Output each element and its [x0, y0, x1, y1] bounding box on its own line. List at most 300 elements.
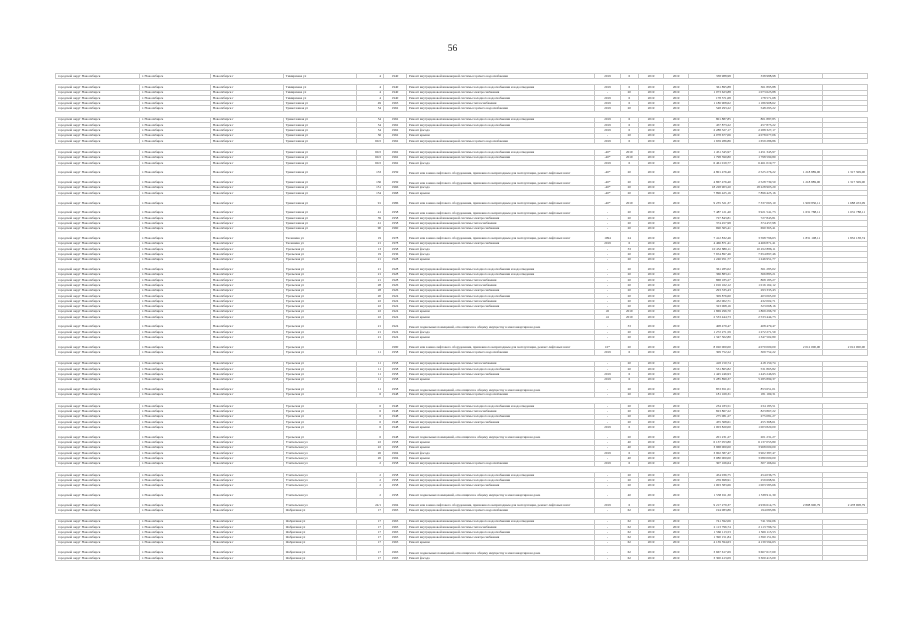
cell-y1: 2019 — [639, 257, 664, 262]
cell-y1: 2019 — [639, 340, 664, 350]
cell-loc: г. Новосибирск — [139, 472, 210, 477]
cell-y1: 2019 — [639, 508, 664, 513]
cell-s2: 690 365,41 — [733, 226, 778, 231]
cell-y1: 2019 — [639, 241, 664, 246]
cell-y1: 2019 — [639, 456, 664, 461]
cell-yr: 1948 — [384, 404, 407, 409]
cell-str: Уральская ул — [283, 335, 356, 340]
cell-wy: - — [595, 440, 620, 445]
cell-work: Ремонт внутридомовой инженерной системы электроснабжения — [406, 372, 595, 377]
cell-s2: 4 139 594,63 — [733, 540, 778, 545]
cell-dst: Новосибирск г — [210, 519, 283, 524]
cell-y1: 2019 — [639, 461, 664, 466]
cell-work: Ремонт подвальных помещений, относящихся к общему имуществу в многоквартирном доме — [406, 546, 595, 556]
cell-yr: 1962 — [384, 160, 407, 165]
cell-sum: 1 451 345,97 — [689, 150, 734, 155]
cell-s4 — [823, 430, 868, 440]
cell-yr: 1940 — [384, 85, 407, 90]
cell-fl: 20 — [620, 414, 639, 419]
cell-y1: 2019 — [639, 175, 664, 185]
cell-work: Ремонт внутридомовой инженерной системы электроснабжения — [406, 535, 595, 540]
cell-sum: 690 365,41 — [689, 226, 734, 231]
cell-str: Уральская ул — [283, 377, 356, 382]
cell-s2: 432 002,71 — [733, 299, 778, 304]
cell-fl: 2019 — [620, 150, 639, 155]
cell-yr: 1963 — [384, 555, 407, 560]
cell-str: Уральская ул — [283, 314, 356, 319]
cell-wy: 2019 — [595, 74, 620, 79]
cell-wy: 2019 — [595, 498, 620, 508]
cell-wy: - — [595, 478, 620, 483]
cell-hse: 22 — [356, 309, 383, 314]
cell-hse: 20 — [356, 293, 383, 298]
cell-wy: - — [595, 226, 620, 231]
cell-y2: 2019 — [664, 74, 689, 79]
cell-dst: Новосибирск г — [210, 409, 283, 414]
cell-s2: 1 566 113,53 — [733, 530, 778, 535]
cell-hse: 6 — [356, 404, 383, 409]
cell-loc: г. Новосибирск — [139, 74, 210, 79]
cell-y1: 2019 — [639, 106, 664, 111]
cell-yr: 1928 — [384, 262, 407, 272]
cell-wy: - — [595, 367, 620, 372]
cell-hse: 2 — [356, 483, 383, 488]
cell-mun: городской округ Новосибирск — [56, 128, 140, 133]
cell-s2: 1 445 246,93 — [733, 372, 778, 377]
cell-dst: Новосибирск г — [210, 350, 283, 355]
cell-work: Ремонт или замена лифтового оборудования, признанного непригодным для эксплуатации, ремонт лифтовых шахт — [406, 196, 595, 206]
cell-loc: г. Новосибирск — [139, 382, 210, 392]
cell-y1: 2019 — [639, 404, 664, 409]
cell-y2: 2019 — [664, 191, 689, 196]
cell-y1: 2019 — [639, 335, 664, 340]
cell-work: Ремонт фасада — [406, 128, 595, 133]
cell-loc: г. Новосибирск — [139, 440, 210, 445]
cell-mun: городской округ Новосибирск — [56, 293, 140, 298]
cell-wy: - — [595, 133, 620, 138]
cell-wy: - — [595, 483, 620, 488]
cell-dst: Новосибирск г — [210, 461, 283, 466]
cell-s3 — [778, 546, 823, 556]
cell-y2: 2019 — [664, 288, 689, 293]
cell-str: Уральская ул — [283, 299, 356, 304]
cell-str: Тюленина ул — [283, 231, 356, 241]
cell-s2: 2 113 796,74 — [733, 524, 778, 529]
cell-dst: Новосибирск г — [210, 293, 283, 298]
cell-wy: 2019 — [595, 372, 620, 377]
cell-dst: Новосибирск г — [210, 95, 283, 100]
cell-fl: 2019 — [620, 196, 639, 206]
cell-sum: 4 466 871,41 — [689, 241, 734, 246]
cell-y1: 2019 — [639, 90, 664, 95]
cell-loc: г. Новосибирск — [139, 215, 210, 220]
cell-dst: Новосибирск г — [210, 101, 283, 106]
cell-hse: 54 — [356, 117, 383, 122]
cell-dst: Новосибирск г — [210, 392, 283, 397]
cell-s2: 7 896 425,16 — [733, 191, 778, 196]
cell-sum: 10 452 886,11 — [689, 246, 734, 251]
cell-s2: 408 479,47 — [733, 320, 778, 330]
cell-y2: 2019 — [664, 478, 689, 483]
cell-str: Уральская ул — [283, 414, 356, 419]
cell-sum: 1 003 820,00 — [689, 425, 734, 430]
cell-sum: 4 867 476,40 — [689, 175, 734, 185]
cell-str: Трикотажная ул — [283, 150, 356, 155]
cell-s2: 727 843,81 — [733, 215, 778, 220]
cell-y2: 2019 — [664, 361, 689, 366]
cell-yr: 1936 — [384, 252, 407, 257]
cell-work: Ремонт внутридомовой инженерной системы холодного водоснабжения — [406, 414, 595, 419]
table-row — [56, 340, 868, 350]
cell-hse: 21 — [356, 330, 383, 335]
cell-work: Ремонт внутридомовой инженерной системы теплоснабжения — [406, 277, 595, 282]
cell-y1: 2019 — [639, 472, 664, 477]
cell-fl: 20 — [620, 166, 639, 176]
cell-fl: 20 — [620, 478, 639, 483]
cell-loc: г. Новосибирск — [139, 226, 210, 231]
cell-hse: 136 — [356, 175, 383, 185]
table-row — [56, 498, 868, 508]
cell-y2: 2019 — [664, 367, 689, 372]
cell-work: Ремонт или замена лифтового оборудования, признанного непригодным для эксплуатации, ремонт лифтовых шахт — [406, 498, 595, 508]
cell-loc: г. Новосибирск — [139, 498, 210, 508]
cell-hse: 2 — [356, 461, 383, 466]
cell-y2: 2019 — [664, 85, 689, 90]
cell-yr: 1958 — [384, 350, 407, 355]
cell-s2: 275 081,27 — [733, 414, 778, 419]
cell-loc: г. Новосибирск — [139, 299, 210, 304]
cell-y1: 2019 — [639, 304, 664, 309]
cell-mun: городской округ Новосибирск — [56, 335, 140, 340]
cell-s2: 3 968 000,00 — [733, 445, 778, 450]
cell-work: Ремонт внутридомовой инженерной системы электроснабжения — [406, 288, 595, 293]
cell-loc: г. Новосибирск — [139, 419, 210, 424]
cell-mun: городской округ Новосибирск — [56, 425, 140, 430]
cell-fl: 62 — [620, 508, 639, 513]
cell-str: Уральская ул — [283, 372, 356, 377]
cell-work: Ремонт внутридомовой инженерной системы холодного водоснабжения и водоотведения — [406, 404, 595, 409]
cell-loc: г. Новосибирск — [139, 404, 210, 409]
cell-dst: Новосибирск г — [210, 288, 283, 293]
cell-wy: -40* — [595, 175, 620, 185]
cell-hse: 6 — [356, 419, 383, 424]
cell-yr: 1962 — [384, 138, 407, 143]
cell-y1: 2019 — [639, 196, 664, 206]
cell-mun: городской округ Новосибирск — [56, 472, 140, 477]
cell-yr: 1958 — [384, 461, 407, 466]
cell-loc: г. Новосибирск — [139, 288, 210, 293]
cell-work: Ремонт внутридомовой инженерной системы холодного водоснабжения и водоотведения — [406, 262, 595, 272]
cell-work: Ремонт внутридомовой инженерной системы холодного водоснабжения — [406, 155, 595, 160]
cell-work: Ремонт фасада — [406, 185, 595, 190]
cell-wy: 45 — [595, 309, 620, 314]
cell-s3: 1 218 889,00 — [778, 175, 823, 185]
cell-loc: г. Новосибирск — [139, 101, 210, 106]
cell-str: Учительская ул — [283, 445, 356, 450]
cell-dst: Новосибирск г — [210, 320, 283, 330]
cell-y2: 2019 — [664, 425, 689, 430]
cell-wy: - — [595, 508, 620, 513]
cell-y2: 2019 — [664, 166, 689, 176]
cell-yr: 1959 — [384, 175, 407, 185]
cell-loc: г. Новосибирск — [139, 535, 210, 540]
cell-str: Уральская ул — [283, 382, 356, 392]
cell-fl: 6 — [620, 450, 639, 455]
cell-sum: 1 659 286,86 — [689, 138, 734, 143]
cell-mun: городской округ Новосибирск — [56, 483, 140, 488]
cell-y2: 2019 — [664, 241, 689, 246]
cell-y1: 2019 — [639, 309, 664, 314]
cell-mun: городской округ Новосибирск — [56, 288, 140, 293]
cell-fl: 20 — [620, 419, 639, 424]
cell-loc: г. Новосибирск — [139, 555, 210, 560]
cell-dst: Новосибирск г — [210, 191, 283, 196]
cell-yr: 1962 — [384, 133, 407, 138]
cell-y2: 2019 — [664, 488, 689, 498]
cell-y1: 2019 — [639, 206, 664, 216]
cell-s2: 178 571,68 — [733, 95, 778, 100]
cell-hse: 22 — [356, 299, 383, 304]
cell-sum: 823 867,22 — [689, 409, 734, 414]
cell-y2: 2019 — [664, 252, 689, 257]
cell-fl: 40 — [620, 440, 639, 445]
cell-y2: 2019 — [664, 535, 689, 540]
cell-s2: 4 070 000,00 — [733, 340, 778, 350]
cell-wy: 2019 — [595, 425, 620, 430]
cell-sum: 1 566 113,53 — [689, 530, 734, 535]
cell-wy: - — [595, 419, 620, 424]
cell-loc: г. Новосибирск — [139, 488, 210, 498]
cell-sum: 259 698,91 — [689, 478, 734, 483]
cell-str: Фабричная ул — [283, 508, 356, 513]
cell-str: Уральская ул — [283, 330, 356, 335]
cell-wy: - — [595, 540, 620, 545]
cell-wy: -40* — [595, 150, 620, 155]
cell-str: Фабричная ул — [283, 524, 356, 529]
cell-yr: 1959 — [384, 166, 407, 176]
cell-str: Уральская ул — [283, 340, 356, 350]
cell-loc: г. Новосибирск — [139, 85, 210, 90]
cell-work: Ремонт подвальных помещений, относящихся к общему имуществу в многоквартирном доме — [406, 430, 595, 440]
cell-hse: 91 — [356, 196, 383, 206]
cell-y1: 2019 — [639, 498, 664, 508]
cell-loc: г. Новосибирск — [139, 320, 210, 330]
cell-work: Ремонт внутридомовой инженерной системы теплоснабжения — [406, 299, 595, 304]
cell-y2: 2019 — [664, 257, 689, 262]
cell-fl: 20 — [620, 430, 639, 440]
cell-work: Ремонт внутридомовой инженерной системы теплоснабжения — [406, 524, 595, 529]
cell-work: Ремонт фасада — [406, 160, 595, 165]
cell-dst: Новосибирск г — [210, 535, 283, 540]
cell-y1: 2019 — [639, 535, 664, 540]
cell-work: Ремонт внутридомовой инженерной системы горячего водоснабжения — [406, 392, 595, 397]
cell-wy: 2019 — [595, 128, 620, 133]
cell-loc: г. Новосибирск — [139, 246, 210, 251]
cell-hse: 13 — [356, 246, 383, 251]
cell-fl: 20 — [620, 277, 639, 282]
cell-wy: 2019 — [595, 95, 620, 100]
cell-hse: 41 — [356, 206, 383, 216]
cell-work: Ремонт внутридомовой инженерной системы теплоснабжения — [406, 101, 595, 106]
cell-yr: 1958 — [384, 478, 407, 483]
cell-loc: г. Новосибирск — [139, 272, 210, 277]
cell-yr: 1940 — [384, 90, 407, 95]
cell-fl: 20 — [620, 335, 639, 340]
cell-s2: 374 457,98 — [733, 221, 778, 226]
cell-dst: Новосибирск г — [210, 166, 283, 176]
cell-mun: городской округ Новосибирск — [56, 226, 140, 231]
cell-y1: 2019 — [639, 320, 664, 330]
cell-y1: 2019 — [639, 409, 664, 414]
cell-sum: 408 479,47 — [689, 320, 734, 330]
cell-y1: 2019 — [639, 185, 664, 190]
cell-hse: 6 — [356, 392, 383, 397]
cell-sum: 275 081,27 — [689, 414, 734, 419]
cell-work: Ремонт крыши — [406, 377, 595, 382]
cell-str: Уральская ул — [283, 309, 356, 314]
cell-wy: 2019 — [595, 101, 620, 106]
cell-str: Учительская ул — [283, 456, 356, 461]
cell-s2: 1 451 345,97 — [733, 150, 778, 155]
cell-mun: городской округ Новосибирск — [56, 262, 140, 272]
cell-yr: 1958 — [384, 488, 407, 498]
cell-s2: 455 368,61 — [733, 419, 778, 424]
cell-wy: - — [595, 90, 620, 95]
cell-yr: 1963 — [384, 546, 407, 556]
cell-yr: 1963 — [384, 530, 407, 535]
cell-sum: 4 801 476,40 — [689, 166, 734, 176]
cell-sum: 1 073 623,88 — [689, 90, 734, 95]
cell-fl: 20 — [620, 288, 639, 293]
cell-loc: г. Новосибирск — [139, 540, 210, 545]
cell-str: Трикотажная ул — [283, 215, 356, 220]
cell-fl: 20 — [620, 221, 639, 226]
cell-loc: г. Новосибирск — [139, 133, 210, 138]
cell-fl: 20 — [620, 283, 639, 288]
cell-yr: 1962 — [384, 155, 407, 160]
cell-yr: 1963 — [384, 524, 407, 529]
cell-work: Ремонт внутридомовой инженерной системы электроснабжения — [406, 226, 595, 231]
cell-fl: 6 — [620, 377, 639, 382]
cell-fl: 20 — [620, 215, 639, 220]
cell-hse: 2 — [356, 478, 383, 483]
cell-yr: 1960 — [384, 226, 407, 231]
cell-yr: 1948 — [384, 414, 407, 419]
cell-y2: 2019 — [664, 215, 689, 220]
cell-yr: 1948 — [384, 409, 407, 414]
cell-str: Уральская ул — [283, 425, 356, 430]
cell-dst: Новосибирск г — [210, 478, 283, 483]
cell-fl: 20 — [620, 106, 639, 111]
cell-s2: 201 231,27 — [733, 430, 778, 440]
cell-hse: 17 — [356, 535, 383, 540]
cell-str: Трикотажная ул — [283, 155, 356, 160]
cell-str: Тимирязева ул — [283, 74, 356, 79]
cell-yr: 1962 — [384, 123, 407, 128]
cell-work: Ремонт фасада — [406, 555, 595, 560]
cell-work: Ремонт или замена лифтового оборудования, признанного непригодным для эксплуатации, ремонт лифтовых шахт — [406, 340, 595, 350]
cell-str: Трикотажная ул — [283, 117, 356, 122]
cell-str: Фабричная ул — [283, 519, 356, 524]
cell-mun: городской округ Новосибирск — [56, 524, 140, 529]
cell-fl: 20 — [620, 409, 639, 414]
cell-y1: 2019 — [639, 191, 664, 196]
cell-y2: 2019 — [664, 498, 689, 508]
cell-dst: Новосибирск г — [210, 175, 283, 185]
cell-s2: 181 169,31 — [733, 392, 778, 397]
cell-s4: 1 631 788,11 — [823, 206, 868, 216]
cell-str: Уральская ул — [283, 257, 356, 262]
cell-str: Учительская ул — [283, 483, 356, 488]
cell-s2: 323 068,16 — [733, 304, 778, 309]
cell-y2: 2019 — [664, 350, 689, 355]
cell-dst: Новосибирск г — [210, 472, 283, 477]
cell-sum: 201 231,27 — [689, 430, 734, 440]
cell-fl: 20 — [620, 472, 639, 477]
cell-loc: г. Новосибирск — [139, 221, 210, 226]
cell-s2: 1 538 911,30 — [733, 488, 778, 498]
cell-str: Учительская ул — [283, 440, 356, 445]
cell-mun: городской округ Новосибирск — [56, 123, 140, 128]
cell-s2: 1 003 820,00 — [733, 425, 778, 430]
cell-str: Трикотажная ул — [283, 138, 356, 143]
cell-hse: 6 — [356, 409, 383, 414]
cell-y1: 2019 — [639, 372, 664, 377]
cell-s3: 1 631 788,11 — [778, 206, 823, 216]
cell-work: Ремонт внутридомовой инженерной системы горячего водоснабжения — [406, 508, 595, 513]
cell-work: Ремонт внутридомовой инженерной системы холодного водоснабжения и водоотведения — [406, 117, 595, 122]
cell-s2: 3 667 617,69 — [733, 546, 778, 556]
cell-work: Ремонт внутридомовой инженерной системы холодного водоснабжения и водоотведения — [406, 85, 595, 90]
cell-sum: 9 235 521,37 — [689, 196, 734, 206]
cell-fl: 20 — [620, 252, 639, 257]
cell-y2: 2019 — [664, 546, 689, 556]
cell-dst: Новосибирск г — [210, 206, 283, 216]
cell-s4: 2 012 000,00 — [823, 340, 868, 350]
cell-str: Тюленина ул — [283, 241, 356, 246]
cell-wy: - — [595, 277, 620, 282]
cell-wy: - — [595, 524, 620, 529]
cell-hse: 21 — [356, 335, 383, 340]
cell-y1: 2019 — [639, 128, 664, 133]
cell-loc: г. Новосибирск — [139, 95, 210, 100]
cell-dst: Новосибирск г — [210, 246, 283, 251]
cell-s2: 5 285 899,37 — [733, 377, 778, 382]
cell-yr: 1958 — [384, 472, 407, 477]
cell-yr: 1963 — [384, 519, 407, 524]
cell-sum: 4 139 594,63 — [689, 540, 734, 545]
cell-dst: Новосибирск г — [210, 160, 283, 165]
cell-y1: 2019 — [639, 226, 664, 231]
cell-mun: городской округ Новосибирск — [56, 246, 140, 251]
cell-y2: 2019 — [664, 483, 689, 488]
cell-y1: 2019 — [639, 299, 664, 304]
cell-s2: 403 065,00 — [733, 293, 778, 298]
cell-sum: 801 887,85 — [689, 117, 734, 122]
cell-wy: - — [595, 215, 620, 220]
cell-fl: 6 — [620, 241, 639, 246]
cell-mun: городской округ Новосибирск — [56, 377, 140, 382]
cell-dst: Новосибирск г — [210, 215, 283, 220]
cell-yr: 1963 — [384, 535, 407, 540]
cell-wy: 2019 — [595, 85, 620, 90]
cell-str: Трикотажная ул — [283, 106, 356, 111]
cell-y2: 2019 — [664, 277, 689, 282]
cell-str: Уральская ул — [283, 304, 356, 309]
cell-dst: Новосибирск г — [210, 456, 283, 461]
cell-dst: Новосибирск г — [210, 445, 283, 450]
cell-y2: 2019 — [664, 409, 689, 414]
